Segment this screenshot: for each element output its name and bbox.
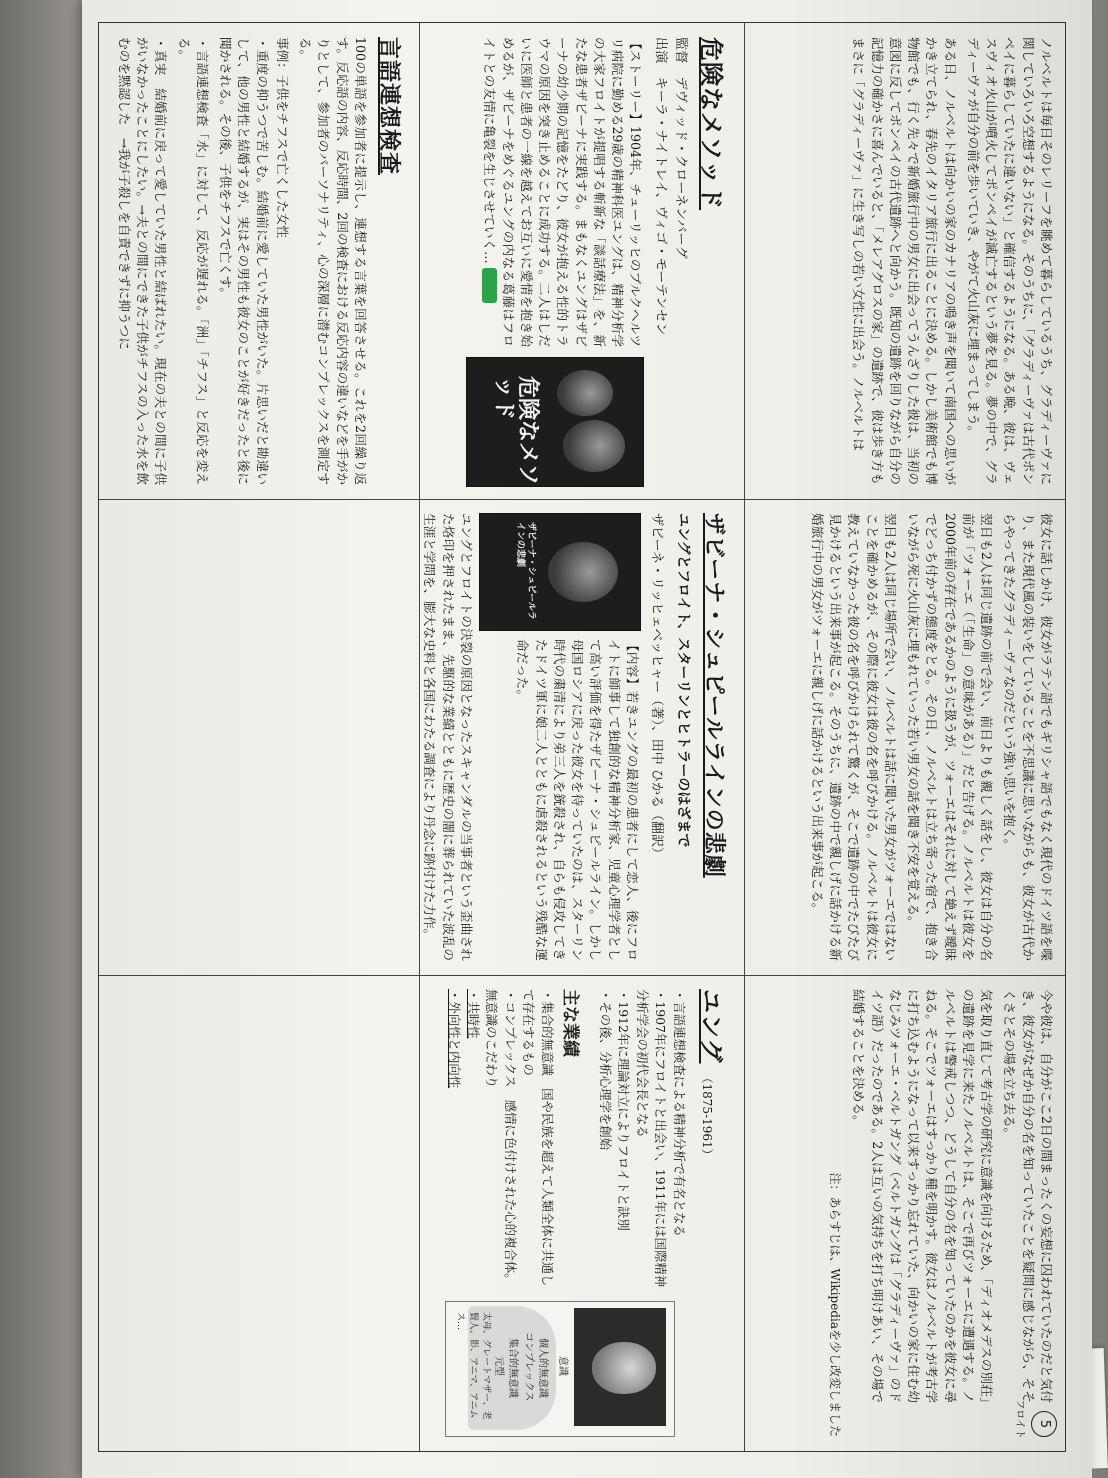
table-grid <box>98 22 1066 1452</box>
page-label: フロイト <box>1014 1399 1025 1439</box>
rotated-page <box>80 0 1090 1470</box>
section-heading: 主な業績 <box>559 989 580 1057</box>
movie-story: 【ストーリー】1904年、チューリッヒのブルクヘルツリ病院に勤める29歳の精神科医ユングは、精神分析学の大家フロイトが提唱する斬新な「談話療法」を、新たな患者ザビーナに実践する。まもなくユングはザビーナの幼少期の記憶をたどり、彼女が抱える性的トラウマの原因を突き止めることに成功する。二人はしだいに医師と患者の一線を越えてお互いに愛情を抱き始めるが、ザビーナをめぐるユングの内なる葛藤はフロイトとの友情に亀裂を生じさせていく… ■■■ <box>482 37 644 347</box>
book-title: ザビーナ・シュピールラインの悲劇 <box>701 513 726 878</box>
list-item: ・共時性 <box>465 989 481 1039</box>
paragraph: 彼女に話しかけ、彼女がラテン語でもギリシャ語でもなく現代のドイツ語を喋り、また現代風の装いをしていることを不思議に思いながらも、彼女が古代からやってきたグラディーヴァなのだという強い思いを抱く。 <box>1002 513 1054 961</box>
jung-portrait-image <box>574 1308 666 1426</box>
book-subtitle: ユングとフロイト、スターリンとヒトラーのはざまで <box>675 513 691 848</box>
movie-title: 危険なメソッド <box>697 37 725 211</box>
paragraph: 100の単語を参加者に提示し、連想する言葉を回答させる。これを2回繰り返す。反応語の内容、反応時間、2回の検査における反応内容の違いなどを手がかりとして、参加者のパーソナリティ、心の深層に潜むコンプレックスを測定する。 <box>298 37 368 485</box>
list-item: ・コンプレックス 感情に色付けされた心的複合体。無意識のこだわり <box>484 989 518 1286</box>
cell-dangerous-method <box>420 23 745 499</box>
paragraph: ノルベルトは毎日そのレリーフを眺めて暮らしているうち、グラディーヴァに関していろいろ空想するようになる。そのうちに、「グラディーヴァは古代ポンペイに暮らしていたに違いない」と確信するようになる。ある晩、彼は、ヴェスヴィオ火山が噴火してポンペイが滅亡するという夢を見る。夢の中で、グラディーヴァが自分の前を歩いていき、やがて火山灰に埋まってしまう。 <box>966 37 1054 485</box>
figure-label: コンプレックス <box>523 1332 534 1402</box>
book-description: 【内容】若きユングの最初の患者にして恋人、後にフロイトに師事して独創的な精神分析家、児童心理学者として高い評価を得たザビーナ・シュピールライン。しかし母国ロシアに戻った彼女を待っていたのは、スターリン時代の粛清により弟三人を銃殺され、自らも侵攻してきたドイツ軍に娘二人とともに虐殺されるという残酷な運命だった。 <box>515 639 640 961</box>
list-item: ・集合的無意識 国や民族を超えて人類全体に共通して存在するもの <box>521 989 555 1287</box>
case-label: 事例：子供をチフスで亡くした女性 <box>275 37 290 238</box>
cell-gradiva-story-1 <box>745 23 1065 499</box>
list-item: ・言語連想検査による精神分析で有名となる <box>672 989 687 1237</box>
book-description: ユングとフロイトの決裂の原因となったスキャンダルの当事者という歪曲された烙印を押されたまま、先駆的な業績とともに歴史の闇に葬られていた波乱の生涯と学問を、膨大な史料と各国にわたる調査により丹念に跡付けた力作。 <box>422 513 474 961</box>
list-item: ・その後、分析心理学を創始 <box>597 989 613 1151</box>
figure-label: 個人的無意識 <box>537 1338 548 1398</box>
cell-jung-profile <box>97 975 745 1451</box>
figure-label: 意識 <box>557 1356 568 1376</box>
paragraph: ある日、ノルベルトは向かいの家のカナリアの鳴き声を聞いて南国への思いがかき立てられ、春先のイタリア旅行に出ることに決める。しかし美術館でも博物館でも、行く先々で新婚旅行中の男女に出会ってうんざりした彼は、当初の意図に反してポンペイの古代遺跡へと向かう。既知の遺跡を回りながら自分の記憶力の確かさに喜んでいると、「メレアグロスの家」の遺跡で、彼は歩き方もまさに「グラディーヴァ」に生き写しの若い女性に出会う。ノルベルトは <box>851 37 958 485</box>
cell-gradiva-story-2 <box>745 499 1065 975</box>
book-author: ザビーネ・リッヒェベッヒャー（著）、田中 ひかる（翻訳） <box>649 513 664 860</box>
jung-figure <box>445 1301 675 1437</box>
case-item: ・重度の抑うつで苦しむ。結婚前に愛していた男性がいた。片思いだと勘違いして、他の男性と結婚するが、実はその男性も彼女のことが好きだったと後に聞かされる。その後、子供をチフスで亡くす。 <box>218 37 270 485</box>
case-item: ・言語連想検査「水」に対して、反応が遅れる。「洲」「チフス」と反応を変える。 <box>176 37 210 485</box>
cell-sabina-book <box>97 499 745 975</box>
cover-title: 危険なメソッド <box>491 376 541 486</box>
page-number: 5 <box>1031 1411 1057 1437</box>
movie-cover-image <box>466 357 644 487</box>
list-item: ・1912年に理論対立によりフロイトと訣別 <box>616 989 632 1231</box>
paragraph: 翌日も2人は同じ遺跡の前で会い、前日よりも親しく話をし、彼女は自分の名前が「ツォーエ（「生命」の意味がある）」だと告げる。ノルベルトは彼女を2000年前の存在であるかのように扱うが、ツォーエはそれに対して絶えず曖昧でどっち付かずの態度をとる。その日、ノルベルトは立ち寄った宿で、抱き合いながら死に火山灰に埋もれていった若い男女の話を聞き不安を覚える。 <box>906 513 995 961</box>
figure-label: 太母、グレートマザー、老賢人、影、アニマ、アニムス… <box>455 1312 491 1420</box>
book-cover-image <box>479 513 641 631</box>
case-item: ・真実 結婚前に戻って愛していた男性と結ばれたい。現在の夫との間に子供がいなかったことにしたい。→夫との間にできた子供がチフスの入った水を飲むのを黙認した →我が子殺しを自責できずに抑うつに <box>117 37 169 485</box>
cell-word-association <box>97 23 420 499</box>
section-title: 言語連想検査 <box>376 37 401 176</box>
cell-gradiva-story-3 <box>745 975 1065 1451</box>
person-title: ユング <box>697 989 725 1064</box>
figure-label: 集合的無意識 <box>507 1338 518 1398</box>
highlighter-mark: ■■■ <box>482 267 498 304</box>
director-credit: 監督 デヴィッド・クローネンバーグ <box>673 37 688 259</box>
list-item: ・1907年にフロイトと出会い、1911年には国際精神分析学会の初代会長となる <box>634 989 669 1288</box>
paragraph: 翌日も2人は同じ場所で会い、ノルベルトは話に聞いた男女がツォーエではないことを確かめるが、その際に彼女は彼の名を呼びかける。ノルベルトは彼女に教えていなかった彼の名を呼びかけられて驚くが、そこで遺跡の中でたびたび見かけるという出来事が起こる。そのうちに、遺跡の中で親しげに話かける新婚旅行中の男女がツォーエに親しげに話かけるという出来事が起こる。 <box>810 513 898 961</box>
footnote: 注：あらすじは、Wikipediaを少し改変しました <box>828 1172 843 1437</box>
cast-credit: 出演 キーラ・ナイトレイ、ヴィゴ・モーテンセン <box>653 37 669 336</box>
cover-title: ザビーナ・シュピールラインの悲劇 <box>515 522 536 620</box>
paragraph: 今や彼は、自分がここ2日の間まったくの妄想に囚われていたのだと気付き、彼女がなぜか自分の名を知っていたことを疑問に感じながら、そそくさとその場を立ち去る。 <box>1002 989 1054 1403</box>
figure-label: 元型 <box>493 1356 504 1376</box>
list-item: ・外向性と内向性 <box>446 989 462 1089</box>
paragraph: 気を取り直して考古学の研究に意識を向けるため、「ディオメデスの別荘」の遺跡を見学に来たノルベルトは、そこで再びツォーエに遭遇する。ノルベルトは警戒しつつ、どうして自分の名を知っていたのかを彼女に尋ねる。そこでツォーエはすっかり種を明かす。彼女はノルベルトが考古学に打ち込むようになって以来すっかり忘れていた、向かいの家に住む幼なじみツォーエ・ベルトガング（ベルトガングは「グラディーヴァ」のドイツ語）だったのである。2人は互いの気持ちを打ち明けあい、その場で結婚することを決める。 <box>851 989 995 1403</box>
person-years: （1875-1961） <box>700 1071 714 1161</box>
